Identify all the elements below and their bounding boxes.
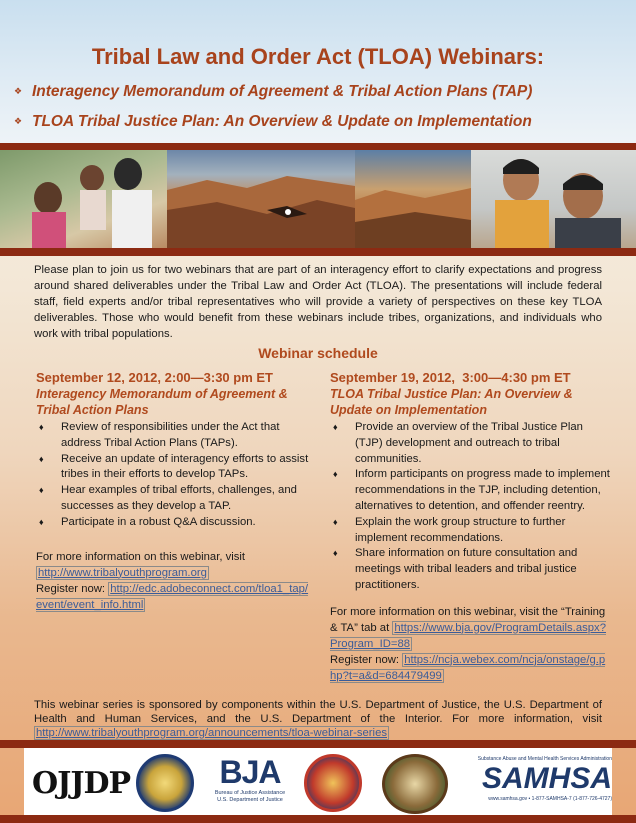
page-title: Tribal Law and Order Act (TLOA) Webinars: — [91, 44, 545, 69]
series-link[interactable]: http://www.tribalyouthprogram.org/announcements/tloa-webinar-series — [36, 727, 388, 739]
webinar-1-items — [36, 420, 311, 531]
webinar-2-items — [330, 420, 610, 594]
webinar-1-more-info: For more information on this webinar, visit http://www.tribalyouthprogram.org Register now: http://edc.adobeconnect.com/tloa1_tap/event/event_info.html — [36, 550, 309, 611]
list-item: ♦ Share information on future consultation and meetings with tribal leaders and tribal justice practitioners. — [330, 546, 610, 593]
logo-band-top — [0, 740, 636, 748]
subtitle-1: ❖ Interagency Memorandum of Agreement & Tribal Action Plans (TAP) — [14, 83, 533, 100]
list-item: ♦ Inform participants on progress made to implement recommendations in the TJP, including detention, alternatives to detention, and offender reentry. — [330, 467, 610, 514]
diamond-bullet-icon: ❖ — [14, 86, 23, 96]
subtitle-2: ❖ TLOA Tribal Justice Plan: An Overview & Update on Implementation — [14, 113, 532, 130]
webinar-1-info-link[interactable]: http://www.tribalyouthprogram.org — [38, 566, 207, 579]
list-item: ♦ Explain the work group structure to further implement recommendations. — [330, 515, 610, 547]
webinar-1-title: Interagency Memorandum of Agreement & Tribal Action Plans — [36, 387, 288, 417]
sponsor-logos — [24, 748, 612, 820]
webinar-2 — [330, 370, 610, 684]
list-item: ♦ Hear examples of tribal efforts, challenges, and successes as they develop a TAP. — [36, 483, 311, 515]
webinar-1 — [36, 370, 311, 613]
family-photo — [0, 150, 167, 248]
father-son-photo — [471, 150, 636, 248]
photo-band — [0, 248, 636, 256]
doi-seal-icon — [382, 754, 448, 814]
logo-band-bottom — [0, 815, 636, 823]
webinar-1-register-link[interactable]: http://edc.adobeconnect.com/tloa1_tap/event/event_info.html — [36, 582, 309, 611]
list-item: ♦ Receive an update of interagency efforts to assist tribes in their efforts to develop TAPs. — [36, 452, 311, 484]
header — [0, 0, 636, 143]
list-item: ♦ Participate in a robust Q&A discussion. — [36, 515, 311, 531]
bja-logo: BJA Bureau of Justice Assistance U.S. Department of Justice — [214, 754, 286, 803]
landscape-photo — [355, 150, 471, 248]
webinar-2-date: September 19, 2012, 3:00—4:30 pm ET — [330, 370, 571, 385]
sponsor-paragraph: This webinar series is sponsored by components within the U.S. Department of Justice, the U.S. Department of Health and Human Services, and the U.S. Department of the Interior. For more information, visit http://www.tribalyouthprogram.org/announcements/tloa-webinar-series — [34, 699, 602, 739]
intro-paragraph: Please plan to join us for two webinars that are part of an interagency effort to clarify expectations and progress around shared deliverables under the Tribal Law and Order Act (TLOA). The presentations will include federal staff, field experts and/or tribal representatives who will provide a variety of perspectives on these key TLOA deliverables. Those who would benefit from these webinars include tribes, organizations, and individuals who work with tribal populations. — [34, 264, 602, 340]
header-band — [0, 143, 636, 150]
schedule-heading: Webinar schedule — [258, 345, 378, 361]
ihs-seal-icon — [304, 754, 362, 812]
photo-strip — [0, 150, 636, 248]
samhsa-logo: Substance Abuse and Mental Health Services Administration SAMHSA www.samhsa.gov • 1-877-SAMHSA-7 (1-877-726-4727) — [477, 756, 612, 802]
list-item: ♦ Provide an overview of the Tribal Justice Plan (TJP) development and outreach to tribal communities. — [330, 420, 610, 467]
list-item: ♦ Review of responsibilities under the Act that address Tribal Action Plans (TAPs). — [36, 420, 311, 452]
webinar-2-title: TLOA Tribal Justice Plan: An Overview & Update on Implementation — [330, 387, 573, 417]
webinar-2-register-link[interactable]: https://ncja.webex.com/ncja/onstage/g.php?t=a&d=684479499 — [330, 653, 606, 682]
doj-seal-icon — [136, 754, 194, 812]
ojjdp-logo: OJJDP — [32, 766, 131, 801]
webinar-2-more-info: For more information on this webinar, visit the “Training & TA” tab at https://www.bja.gov/ProgramDetails.aspx?Program_ID=88 Register now: https://ncja.webex.com/ncja/onstage/g.php?t=a&d=684479499 — [330, 605, 606, 682]
canyon-photo — [167, 150, 355, 248]
diamond-bullet-icon: ❖ — [14, 116, 23, 126]
webinar-2-info-link[interactable]: https://www.bja.gov/ProgramDetails.aspx?Program_ID=88 — [330, 621, 606, 650]
webinar-1-date: September 12, 2012, 2:00—3:30 pm ET — [36, 370, 274, 385]
